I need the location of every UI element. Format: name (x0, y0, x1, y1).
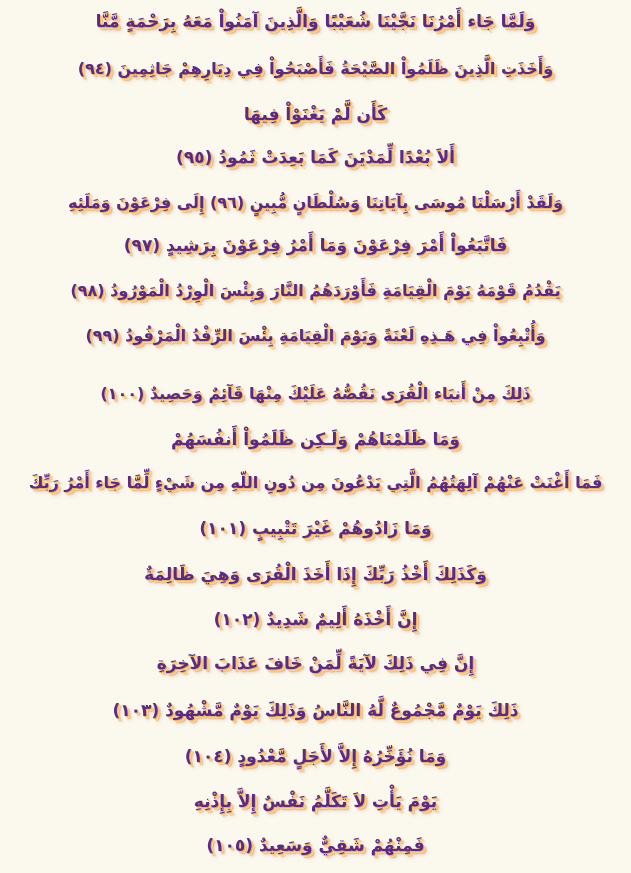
verse-line-3: كَأَن لَّمْ يَغْنَوْاْ فِيهَا (243, 105, 388, 125)
verse-line-6: فَاتَّبَعُواْ أَمْرَ فِرْعَوْنَ وَمَا أَمْرُ فِرْعَوْنَ بِرَشِيدٍ (٩٧) (123, 236, 508, 256)
verse-line-11: فَمَا أَغْنَتْ عَنْهُمْ آلِهَتُهُمُ الَّتِي يَدْعُونَ مِن دُونِ اللّهِ مِن شَيْءٍ لِّمَّا جَاء أَمْرُ رَبِّكَ (28, 473, 603, 492)
verse-line-7: يَقْدُمُ قَوْمَهُ يَوْمَ الْقِيَامَةِ فَأَوْرَدَهُمُ النَّارَ وَبِئْسَ الْوِرْدُ الْمَوْرُودُ (٩٨) (70, 281, 561, 300)
verse-line-5: وَلَقَدْ أَرْسَلْنَا مُوسَى بِآيَاتِنَا وَسُلْطَانٍ مُّبِينٍ (٩٦) إِلَى فِرْعَوْنَ وَمَلَئِهِ (67, 193, 564, 212)
verse-line-15: إِنَّ فِي ذَلِكَ لآيَةً لِّمَنْ خَافَ عَذَابَ الآخِرَةِ (156, 654, 475, 674)
verse-line-18: يَوْمَ يَأْتِ لاَ تَكَلَّمُ نَفْسٌ إِلاَّ بِإِذْنِهِ (193, 792, 438, 812)
verse-line-9: ذَلِكَ مِنْ أَنبَاء الْقُرَى نَقُصُّهُ عَلَيْكَ مِنْهَا قَآئِمٌ وَحَصِيدٌ (١٠٠) (100, 384, 531, 403)
verse-line-12: وَمَا زَادُوهُمْ غَيْرَ تَتْبِيبٍ (١٠١) (199, 519, 432, 539)
verse-line-19: فَمِنْهُمْ شَقِيٌّ وَسَعِيدٌ (١٠٥) (206, 836, 425, 856)
verse-line-2: وَأَخَذَتِ الَّذِينَ ظَلَمُواْ الصَّيْحَةُ فَأَصْبَحُواْ فِي دِيَارِهِمْ جَاثِمِينَ (٩٤) (77, 59, 554, 78)
verse-line-17: وَمَا نُؤَخِّرُهُ إِلاَّ لأَجَلٍ مَّعْدُودٍ (١٠٤) (184, 747, 447, 767)
verse-line-4: أَلاَ بُعْدًا لِّمَدْيَنَ كَمَا بَعِدَتْ ثَمُودُ (٩٥) (176, 148, 455, 168)
verse-line-16: ذَلِكَ يَوْمٌ مَّجْمُوعٌ لَّهُ النَّاسُ وَذَلِكَ يَوْمٌ مَّشْهُودٌ (١٠٣) (112, 701, 519, 721)
verse-line-8: وَأُتْبِعُواْ فِي هَـذِهِ لَعْنَةً وَيَوْمَ الْقِيَامَةِ بِئْسَ الرِّفْدُ الْمَرْفُودُ (٩٩) (85, 326, 546, 345)
verse-line-10: وَمَا ظَلَمْنَاهُمْ وَلَـكِن ظَلَمُواْ أَنفُسَهُمْ (170, 430, 461, 450)
verse-line-14: إِنَّ أَخْذَهُ أَلِيمٌ شَدِيدٌ (١٠٢) (213, 610, 418, 630)
verse-line-1: وَلَمَّا جَاء أَمْرُنَا نَجَّيْنَا شُعَيْبًا وَالَّذِينَ آمَنُواْ مَعَهُ بِرَحْمَةٍ مَّنَّا (95, 12, 536, 32)
verse-line-13: وَكَذَلِكَ أَخْذُ رَبِّكَ إِذَا أَخَذَ الْقُرَى وَهِيَ ظَالِمَةٌ (144, 565, 487, 585)
